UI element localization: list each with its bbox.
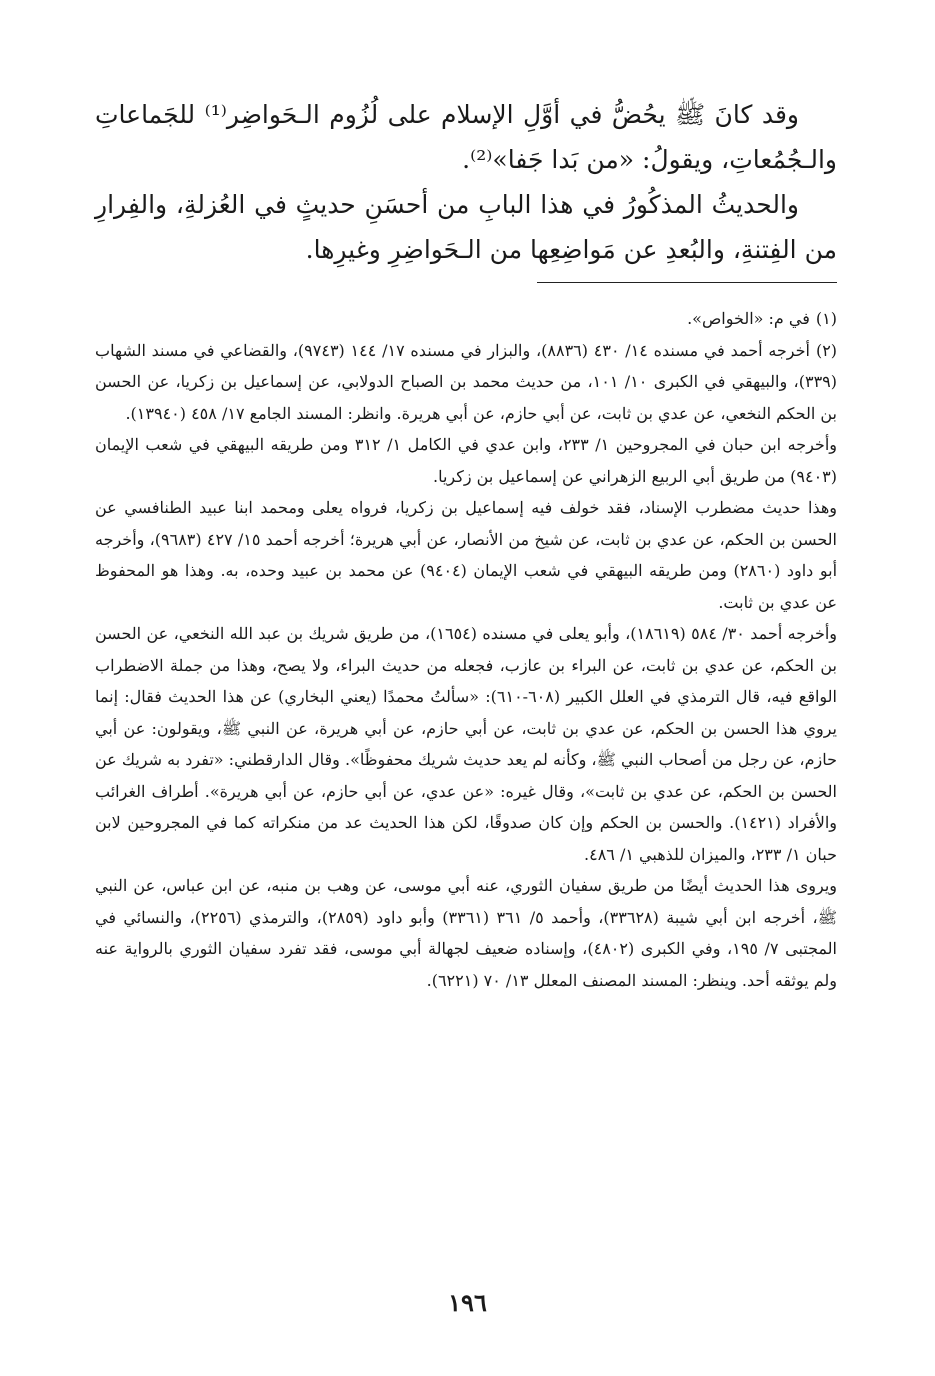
footnote-1: [95, 303, 837, 335]
footnote-paragraph: وأخرجه ابن حبان في المجروحين ١/ ٢٣٣، وابن عدي في الكامل ١/ ٣١٢ ومن طريقه البيهقي في شعب الإيمان (٩٤٠٣) من طريق أبي الربيع الزهراني عن إسماعيل بن زكريا.: [95, 435, 837, 486]
footnote-paragraph: ويروى هذا الحديث أيضًا من طريق سفيان الثوري، عنه أبي موسى، عن وهب بن منبه، عن ابن عباس، عن النبي ﷺ، أخرجه ابن أبي شيبة (٣٣٦٢٨)، وأحمد ٥/ ٣٦١ (٣٣٦١) وأبو داود (٢٨٥٩)، والترمذي (٢٢٥٦)، والنسائي في المجتبى ٧/ ١٩٥، وفي الكبرى (٤٨٠٢)، وإسناده ضعيف لجهالة أبي موسى، فقد تفرد سفيان الثوري بالرواية عنه ولم يوثقه أحد. وينظر: المسند المصنف المعلل ١٣/ ٧٠ (٦٢٢١).: [95, 876, 838, 990]
footnote-text: أخرجه أحمد في مسنده ١٤/ ٤٣٠ (٨٨٣٦)، والبزار في مسنده ١٧/ ١٤٤ (٩٧٤٣)، والقضاعي في مسند الشهاب (٣٣٩)، والبيهقي في الكبرى ١٠/ ١٠١، من حديث محمد بن الصباح الدولابي، عن إسماعيل بن زكريا، عن الحسن بن الحكم النخعي، عن عدي بن ثابت، عن أبي حازم، عن أبي هريرة. وانظر: المسند الجامع ١٧/ ٤٥٨ (١٣٩٤٠).: [95, 340, 837, 423]
footnotes: [95, 303, 837, 996]
main-paragraph: وقد كانَ ﷺ يحُضُّ في أوَّلِ الإسلام على لُزُوم الـحَواضِر⁽¹⁾ للجَماعاتِ والـجُمُعاتِ، ويقولُ: «من بَدا جَفا»⁽²⁾.: [95, 100, 837, 174]
main-text: [95, 92, 837, 272]
footnote-paragraph: وأخرجه أحمد ٣٠/ ٥٨٤ (١٨٦١٩)، وأبو يعلى في مسنده (١٦٥٤)، من طريق شريك بن عبد الله النخعي، عن الحسن بن الحكم، عن عدي بن ثابت، عن البراء بن عازب، فجعله من حديث البراء، ولا يصح، وهذا من جملة الاضطراب الواقع فيه، قال الترمذي في العلل الكبير (٦٠٨-٦١٠): «سألتُ محمدًا (يعني البخاري) عن هذا الحديث فقال: إنما يروي هذا الحسن بن الحكم، عن عدي بن ثابت، عن أبي حازم، عن أبي هريرة، عن النبي ﷺ، ويقولون: عن أبي حازم، عن رجل من أصحاب النبي ﷺ، وكأنه لم يعد حديث شريك محفوظًا». وقال الدارقطني: «تفرد به شريك عن الحسن بن الحكم، عن عدي بن ثابت»، وقال غيره: «عن عدي، عن أبي حازم، عن أبي هريرة». أطراف الغرائب والأفراد (١٤٢١). والحسن بن الحكم وإن كان صدوقًا، لكن هذا الحديث عد من منكراته كما في المجروحين لابن حبان ١/ ٢٣٣، والميزان للذهبي ١/ ٤٨٦.: [95, 624, 838, 864]
page-number: ١٩٦: [448, 1288, 487, 1317]
footnote-paragraph: وهذا حديث مضطرب الإسناد، فقد خولف فيه إسماعيل بن زكريا، فرواه يعلى ومحمد ابنا عبيد الطنافسي عن الحسن بن الحكم، عن عدي بن ثابت، عن شيخ من الأنصار، عن أبي هريرة؛ أخرجه أحمد ١٥/ ٤٢٧ (٩٦٨٣)، وأخرجه أبو داود (٢٨٦٠) ومن طريقه البيهقي في شعب الإيمان (٩٤٠٤) عن محمد بن عبيد وحده، به. وهذا هو المحفوظ عن عدي بن ثابت.: [95, 498, 838, 612]
page-content: [95, 92, 837, 996]
footnote-number: (٢): [815, 340, 838, 360]
footnote-2: [95, 335, 837, 430]
footnote-text: في م: «الخواص».: [687, 309, 810, 328]
main-paragraph: والحديثُ المذكُورُ في هذا البابِ من أحسَنِ حديثٍ في العُزلةِ، والفِرارِ من الفِتنةِ، والبُعدِ عن مَواضِعِها من الـحَواضِرِ وغيرِها.: [95, 190, 837, 264]
footnote-number: (١): [815, 309, 837, 328]
footnote-separator: [537, 282, 837, 283]
